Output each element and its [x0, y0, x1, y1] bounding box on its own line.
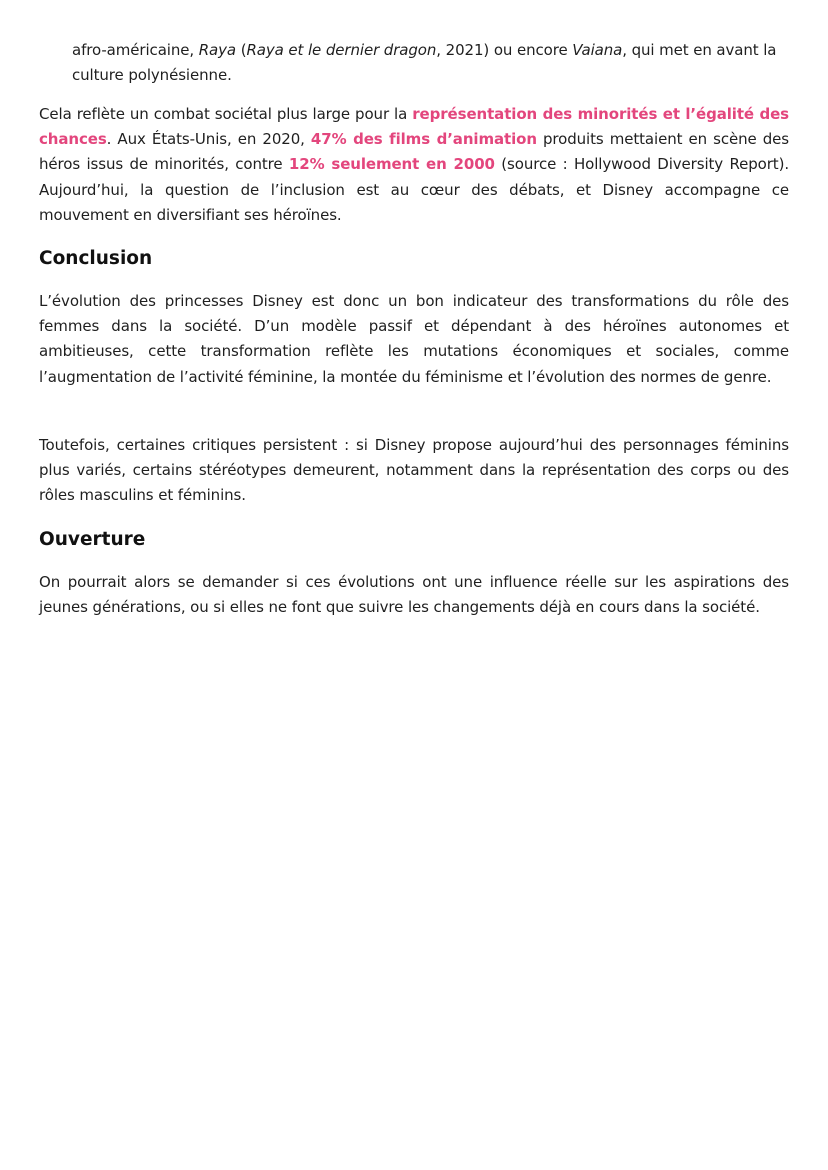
paragraph-conclusion-2: Toutefois, certaines critiques persistent : si Disney propose aujourd’hui des personnages féminins plus variés, certains stéréotypes demeurent, notamment dans la représentation des corps ou des rôles masculins et féminins.	[39, 436, 789, 505]
paragraph-conclusion-1: L’évolution des princesses Disney est donc un bon indicateur des transformations du rôle des femmes dans la société. D’un modèle passif et dépendant à des héroïnes autonomes et ambitieuses, cette transformation reflète les mutations économiques et sociales, comme l’augmentation de l’activité féminine, la montée du féminisme et l’évolution des normes de genre.	[39, 292, 789, 386]
paragraph-representation: Cela reflète un combat sociétal plus large pour la représentation des minorités et l’égalité des chances. Aux États-Unis, en 2020, 47% des films d’animation produits mettaient en scène des héros issus de minorités, contre 12% seulement en 2000 (source : Hollywood Diversity Report). Aujourd’hui, la question de l’inclusion est au cœur des débats, et Disney accompagne ce mouvement en diversifiant ses héroïnes.	[39, 105, 790, 224]
highlight-47-percent: 47% des films d’animation	[310, 130, 537, 149]
paragraph-ouverture: On pourrait alors se demander si ces évolutions ont une influence réelle sur les aspirations des jeunes générations, ou si elles ne font que suivre les changements déjà en cours dans la société.	[39, 573, 789, 617]
heading-conclusion: Conclusion	[39, 248, 153, 269]
film-title-raya: Raya	[198, 41, 237, 59]
film-title-vaiana: Vaiana	[572, 41, 623, 59]
highlight-12-percent: 12% seulement en 2000	[288, 155, 495, 174]
film-title-raya-full: Raya et le dernier dragon	[246, 41, 437, 59]
heading-ouverture: Ouverture	[39, 529, 146, 550]
highlight-representation: représentation des minorités et l’égalité des chances	[39, 105, 789, 149]
list-item-continuation: afro-américaine, Raya (Raya et le dernier dragon, 2021) ou encore Vaiana, qui met en avant la culture polynésienne.	[72, 41, 777, 85]
